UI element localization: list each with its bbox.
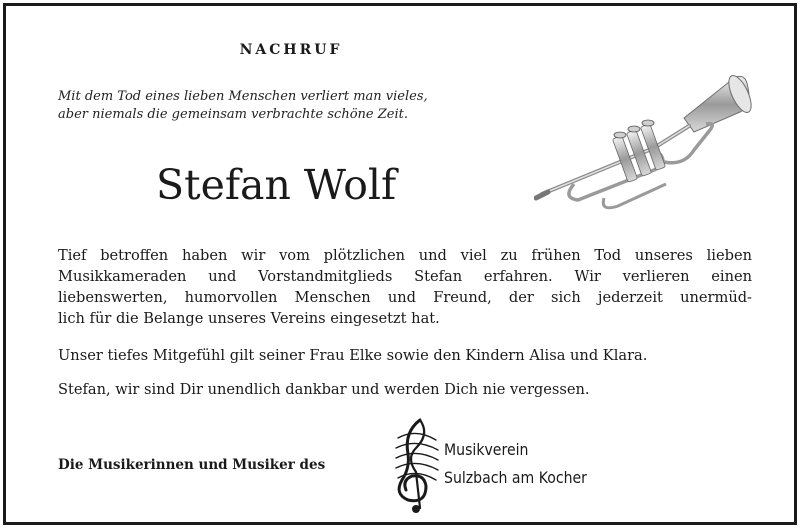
- condolence-paragraph-2: [58, 345, 752, 366]
- memorial-quote: [58, 88, 528, 124]
- paragraph-1-line-3: liebenswerten, humorvollen Menschen und Freund, der sich jederzeit unermüd-: [58, 289, 752, 306]
- condolence-paragraph-1: [58, 245, 752, 329]
- quote-line-1: Mit dem Tod eines lieben Menschen verliert man vieles,: [58, 89, 428, 104]
- treble-clef-icon: [390, 414, 442, 514]
- paragraph-1-line-2: Musikkameraden und Vorstandmitglieds Stefan erfahren. Wir verlieren einen: [58, 268, 752, 285]
- paragraph-2-text: Unser tiefes Mitgefühl gilt seiner Frau Elke sowie den Kindern Alisa und Klara.: [58, 347, 648, 364]
- condolence-paragraph-3: [58, 379, 752, 400]
- deceased-name: Stefan Wolf: [156, 161, 397, 209]
- club-name-line-2: Sulzbach am Kocher: [444, 468, 587, 487]
- obituary-frame: [3, 3, 797, 525]
- paragraph-3-text: Stefan, wir sind Dir unendlich dankbar und werden Dich nie vergessen.: [58, 381, 590, 398]
- club-name-line-1: Musikverein: [444, 440, 529, 459]
- quote-line-2: aber niemals die gemeinsam verbrachte schöne Zeit.: [58, 107, 408, 122]
- obituary-heading: NACHRUF: [239, 42, 343, 58]
- paragraph-1-line-4: lich für die Belange unseres Vereins eingesetzt hat.: [58, 310, 440, 327]
- signoff-text: Die Musikerinnen und Musiker des: [58, 457, 326, 473]
- club-name: [444, 436, 587, 492]
- paragraph-1-line-1: Tief betroffen haben wir vom plötzlichen und viel zu frühen Tod unseres lieben: [58, 247, 752, 264]
- trumpet-illustration: [534, 66, 764, 216]
